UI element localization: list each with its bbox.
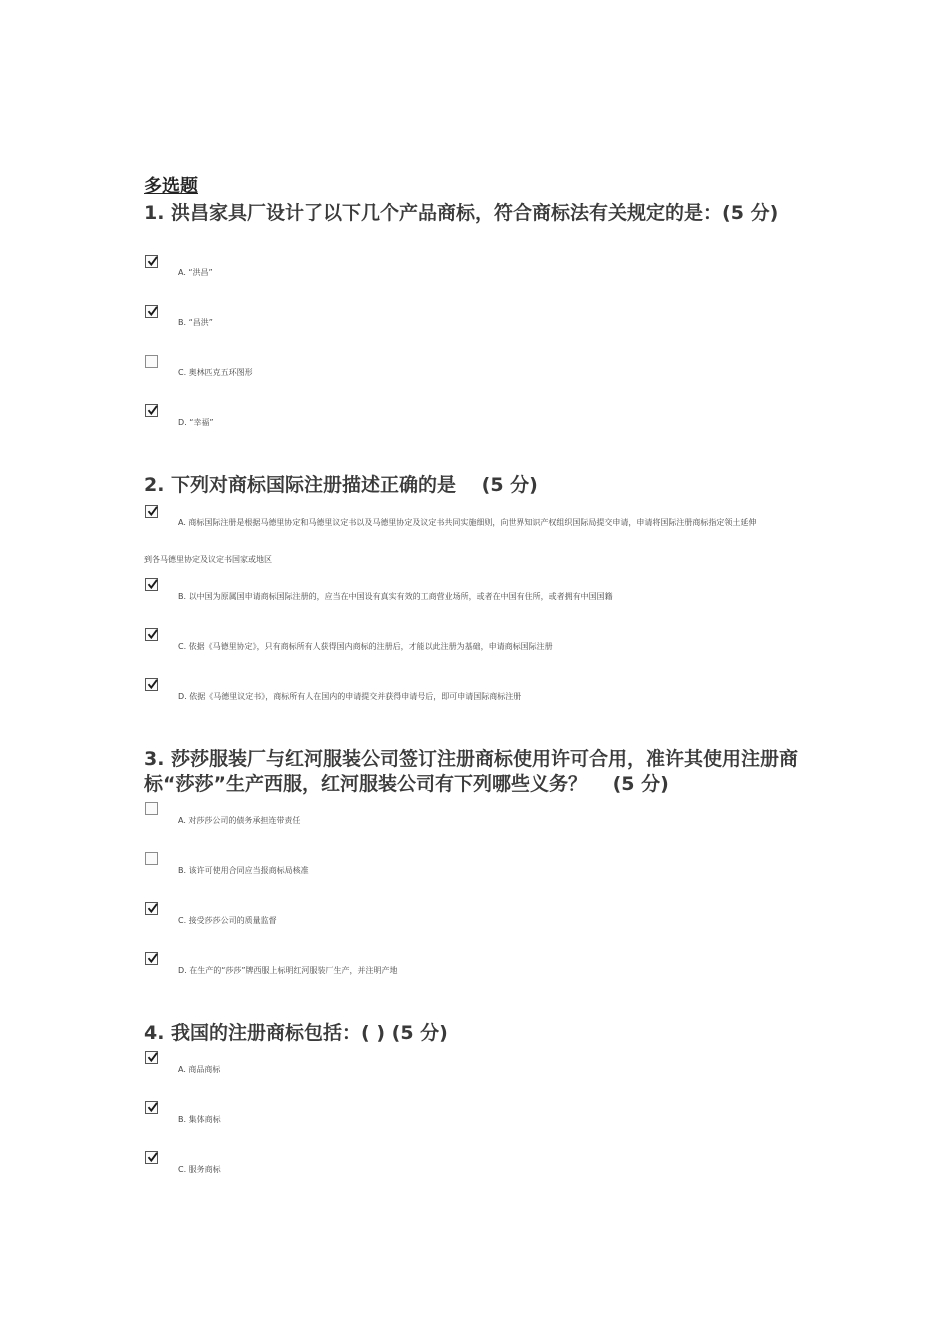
q2-option-a-label-cont: 到各马德里协定及议定书国家或地区 xyxy=(144,555,272,564)
checkmark-icon xyxy=(147,1152,158,1163)
q4-option-c-checkbox[interactable] xyxy=(145,1151,158,1164)
q2-option-b-checkbox[interactable] xyxy=(145,578,158,591)
q1-option-c-checkbox[interactable] xyxy=(145,355,158,368)
q4-option-c-label: C. 服务商标 xyxy=(178,1165,221,1174)
q1-option-c-label: C. 奥林匹克五环图形 xyxy=(178,368,253,377)
q2-option-b-label: B. 以中国为原属国申请商标国际注册的，应当在中国设有真实有效的工商营业场所，或者在中国有住所，或者拥有中国国籍 xyxy=(178,592,613,601)
q2-option-d-label: D. 依据《马德里议定书》，商标所有人在国内的申请提交并获得申请号后，即可申请国际商标注册 xyxy=(178,692,522,701)
q2-option-a-checkbox[interactable] xyxy=(145,505,158,518)
q2-option-a-label: A. 商标国际注册是根据马德里协定和马德里议定书以及马德里协定及议定书共同实施细则，向世界知识产权组织国际局提交申请，申请将国际注册商标指定领土延伸 xyxy=(178,518,757,527)
q2-option-c-checkbox[interactable] xyxy=(145,628,158,641)
checkmark-icon xyxy=(147,903,158,914)
q1-option-a-label: A. “洪昌” xyxy=(178,268,213,277)
question-4-title: 4. 我国的注册商标包括：( ) (5 分) xyxy=(144,1022,448,1044)
q4-option-a-label: A. 商品商标 xyxy=(178,1065,221,1074)
q3-option-b-label: B. 该许可使用合同应当报商标局核准 xyxy=(178,866,309,875)
q3-option-c-label: C. 接受莎莎公司的质量监督 xyxy=(178,916,277,925)
checkmark-icon xyxy=(147,1052,158,1063)
checkmark-icon xyxy=(147,953,158,964)
checkmark-icon xyxy=(147,629,158,640)
q1-option-d-label: D. “幸福” xyxy=(178,418,214,427)
q3-option-a-label: A. 对莎莎公司的债务承担连带责任 xyxy=(178,816,301,825)
checkmark-icon xyxy=(147,506,158,517)
checkmark-icon xyxy=(147,256,158,267)
checkmark-icon xyxy=(147,405,158,416)
checkmark-icon xyxy=(147,579,158,590)
q1-option-b-label: B. “昌洪” xyxy=(178,318,213,327)
q2-option-d-checkbox[interactable] xyxy=(145,678,158,691)
checkmark-icon xyxy=(147,679,158,690)
q4-option-b-label: B. 集体商标 xyxy=(178,1115,221,1124)
q3-option-b-checkbox[interactable] xyxy=(145,852,158,865)
checkmark-icon xyxy=(147,306,158,317)
q1-option-d-checkbox[interactable] xyxy=(145,404,158,417)
q3-option-c-checkbox[interactable] xyxy=(145,902,158,915)
question-1-title: 1. 洪昌家具厂设计了以下几个产品商标，符合商标法有关规定的是：(5 分) xyxy=(144,202,779,224)
question-2-title: 2. 下列对商标国际注册描述正确的是 (5 分) xyxy=(144,474,538,496)
q1-option-b-checkbox[interactable] xyxy=(145,305,158,318)
section-title: 多选题 xyxy=(144,176,198,197)
q4-option-b-checkbox[interactable] xyxy=(145,1101,158,1114)
q3-option-a-checkbox[interactable] xyxy=(145,802,158,815)
q4-option-a-checkbox[interactable] xyxy=(145,1051,158,1064)
q3-option-d-checkbox[interactable] xyxy=(145,952,158,965)
question-3-title: 3. 莎莎服装厂与红河服装公司签订注册商标使用许可合用，准许其使用注册商标“莎莎”生产西服，红河服装公司有下列哪些义务？ (5 分) xyxy=(144,748,799,795)
checkmark-icon xyxy=(147,1102,158,1113)
q3-option-d-label: D. 在生产的“莎莎”牌西服上标明红河服装厂生产，并注明产地 xyxy=(178,966,398,975)
q1-option-a-checkbox[interactable] xyxy=(145,255,158,268)
q2-option-c-label: C. 依据《马德里协定》，只有商标所有人获得国内商标的注册后，才能以此注册为基础，申请商标国际注册 xyxy=(178,642,553,651)
